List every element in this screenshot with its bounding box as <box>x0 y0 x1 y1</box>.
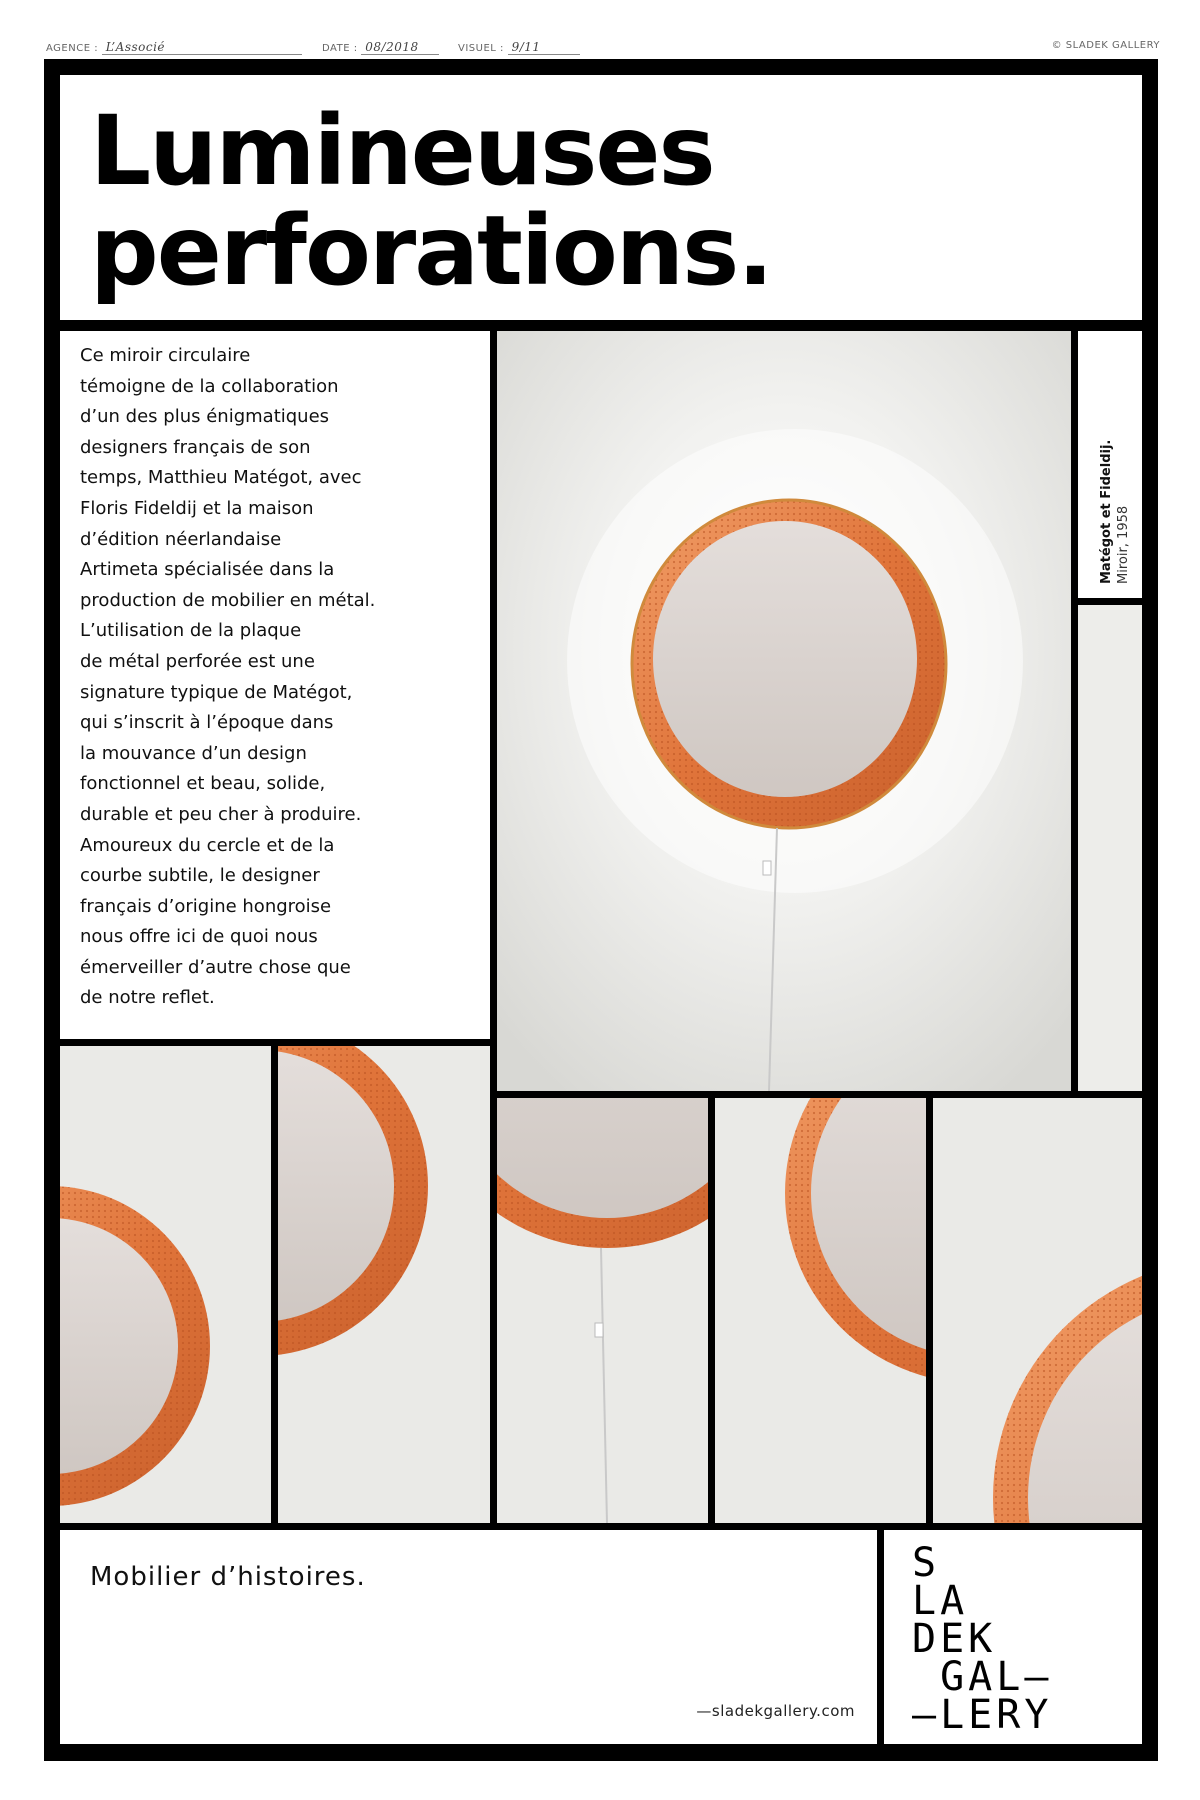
visuel-label: VISUEL : <box>458 43 504 54</box>
body-line: la mouvance d’un design <box>80 742 307 764</box>
copyright: © SLADEK GALLERY <box>1051 40 1160 51</box>
title-line-1: Lumineuses <box>90 95 714 207</box>
ring-detail-image <box>497 1098 708 1523</box>
body-line: de notre reflet. <box>80 987 215 1009</box>
poster-frame <box>44 59 1158 1761</box>
wall-photo-strip <box>1078 605 1142 1091</box>
agence-value: L’Associé <box>102 40 302 55</box>
detail-photo-5 <box>933 1098 1142 1523</box>
title-panel <box>60 75 1142 320</box>
body-line: signature typique de Matégot, <box>80 681 353 703</box>
date-label: DATE : <box>322 43 358 54</box>
body-line: témoigne de la collaboration <box>80 375 339 397</box>
body-line: courbe subtile, le designer <box>80 865 320 887</box>
body-line: durable et peu cher à produire. <box>80 803 362 825</box>
tagline: Mobilier d’histoires. <box>90 1562 366 1592</box>
body-line: qui s’inscrit à l’époque dans <box>80 712 334 734</box>
wall-texture-image <box>1078 605 1142 1091</box>
mirror-main-image <box>497 331 1071 1091</box>
ring-detail-image <box>933 1098 1142 1523</box>
caption-date: Miroir, 1958 <box>1116 505 1131 584</box>
caption-panel <box>1078 331 1142 598</box>
agence-label: AGENCE : <box>46 43 99 54</box>
title-line-2: perforations. <box>90 195 772 307</box>
body-line: Amoureux du cercle et de la <box>80 834 335 856</box>
body-line: temps, Matthieu Matégot, avec <box>80 467 362 489</box>
detail-photo-3 <box>497 1098 708 1523</box>
tagline-panel <box>60 1530 877 1744</box>
logo-panel <box>884 1530 1142 1744</box>
detail-photo-4 <box>715 1098 926 1523</box>
ring-detail-image <box>60 1046 271 1523</box>
date-value: 08/2018 <box>361 40 439 55</box>
body-line: d’édition néerlandaise <box>80 528 282 550</box>
body-line: français d’origine hongroise <box>80 895 332 917</box>
body-line: Artimeta spécialisée dans la <box>80 559 335 581</box>
description-text <box>80 341 480 1014</box>
body-line: production de mobilier en métal. <box>80 589 376 611</box>
visuel-value: 9/11 <box>508 40 580 55</box>
body-line: fonctionnel et beau, solide, <box>80 773 326 795</box>
body-line: nous offre ici de quoi nous <box>80 926 318 948</box>
logo-line: GAL— <box>912 1654 1053 1700</box>
logo-line: DEK <box>912 1616 997 1662</box>
logo-line: —LERY <box>912 1692 1053 1738</box>
caption-title: Matégot et Fideldij. <box>1099 439 1114 584</box>
mirror-photo-main <box>497 331 1071 1091</box>
page-title <box>90 95 772 307</box>
detail-photo-2 <box>278 1046 490 1523</box>
date-field <box>322 40 439 60</box>
ring-detail-image <box>278 1046 490 1523</box>
body-line: de métal perforée est une <box>80 650 315 672</box>
body-line: émerveiller d’autre chose que <box>80 956 351 978</box>
description-panel <box>60 331 490 1039</box>
ring-detail-image <box>715 1098 926 1523</box>
detail-photo-1 <box>60 1046 271 1523</box>
logo-line: S <box>912 1540 941 1586</box>
agence-field <box>46 40 302 60</box>
body-line: Ce miroir circulaire <box>80 345 251 366</box>
body-line: designers français de son <box>80 436 311 458</box>
body-line: L’utilisation de la plaque <box>80 620 302 642</box>
logo-line: LA <box>912 1578 969 1624</box>
body-line: Floris Fideldij et la maison <box>80 497 314 519</box>
artwork-caption <box>1098 354 1132 584</box>
visuel-field <box>458 40 580 60</box>
body-line: d’un des plus énigmatiques <box>80 406 330 428</box>
website-link[interactable]: —sladekgallery.com <box>696 1702 855 1720</box>
sladek-gallery-logo <box>912 1540 1053 1738</box>
